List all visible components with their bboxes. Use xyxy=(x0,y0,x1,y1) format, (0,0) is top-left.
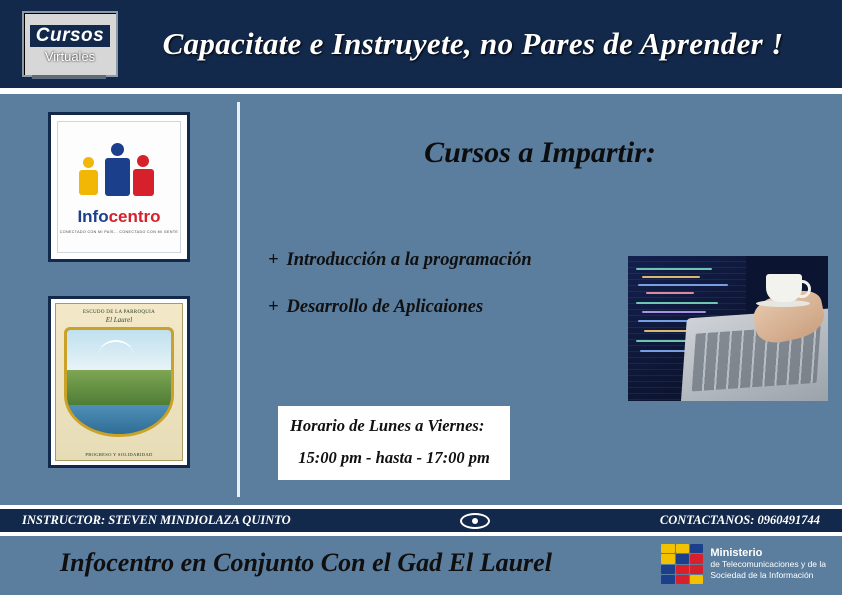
shield-script-text: El Laurel xyxy=(105,316,133,324)
infocentro-tagline: CONECTADO CON MI PAÍS... CONECTADO CON MI GENTE xyxy=(59,229,179,234)
bottom-band xyxy=(0,536,842,595)
people-icon xyxy=(77,141,161,203)
eye-icon xyxy=(460,513,490,529)
infocentro-wordmark xyxy=(77,207,160,227)
course-label: Introducción a la programación xyxy=(286,250,532,270)
infocentro-logo xyxy=(57,121,181,253)
cursos-virtuales-logo xyxy=(22,11,118,77)
ministry-line-1: Ministerio xyxy=(710,546,763,559)
schedule-box xyxy=(278,406,510,480)
eye-icon-wrap xyxy=(291,512,660,530)
contact-strip xyxy=(0,505,842,536)
list-item xyxy=(268,250,608,271)
shield-land xyxy=(67,370,171,405)
shield-bottom-text: PROGRESO Y SOLIDARIDAD xyxy=(85,452,153,457)
infocentro-logo-frame xyxy=(48,112,190,262)
schedule-heading: Horario de Lunes a Viernes: xyxy=(290,416,485,435)
coffee-cup-icon xyxy=(766,274,802,302)
body-area xyxy=(0,94,842,505)
instructor-label: INSTRUCTOR: STEVEN MINDIOLAZA QUINTO xyxy=(22,513,291,527)
gad-shield xyxy=(55,303,183,461)
ministry-logo xyxy=(661,544,826,584)
logo-line-1: Cursos xyxy=(30,25,110,47)
shield-emblem xyxy=(64,327,174,437)
section-title: Cursos a Impartir: xyxy=(424,136,656,169)
ministry-text xyxy=(710,548,826,581)
ministry-mark-icon xyxy=(661,544,703,584)
course-list xyxy=(268,250,608,344)
column-divider xyxy=(237,102,240,497)
shield-top-text: ESCUDO DE LA PARROQUIA xyxy=(82,310,156,315)
infocentro-word-part2: centro xyxy=(108,206,161,226)
shield-water xyxy=(67,405,171,434)
bullet-plus-icon: + xyxy=(268,250,279,270)
course-label: Desarrollo de Aplicaiones xyxy=(286,297,484,317)
logo-line-2: Virtuales xyxy=(44,48,96,64)
ministry-line-3: Sociedad de la Información xyxy=(710,569,814,580)
contact-label: CONTACTANOS: 0960491744 xyxy=(659,513,820,527)
ministry-line-2: de Telecomunicaciones y de la xyxy=(710,558,826,569)
infocentro-word-part1: Info xyxy=(77,206,109,226)
gad-shield-frame xyxy=(48,296,190,468)
bottom-title: Infocentro en Conjunto Con el Gad El Laurel xyxy=(60,548,552,577)
header-bar xyxy=(0,0,842,88)
page-title: Capacitate e Instruyete, no Pares de Aprender ! xyxy=(162,26,784,61)
logo-underbar xyxy=(32,75,106,79)
schedule-hours: 15:00 pm - hasta - 17:00 pm xyxy=(298,448,490,467)
laptop-code-photo xyxy=(628,256,828,401)
list-item xyxy=(268,297,608,318)
bullet-plus-icon: + xyxy=(268,297,279,317)
